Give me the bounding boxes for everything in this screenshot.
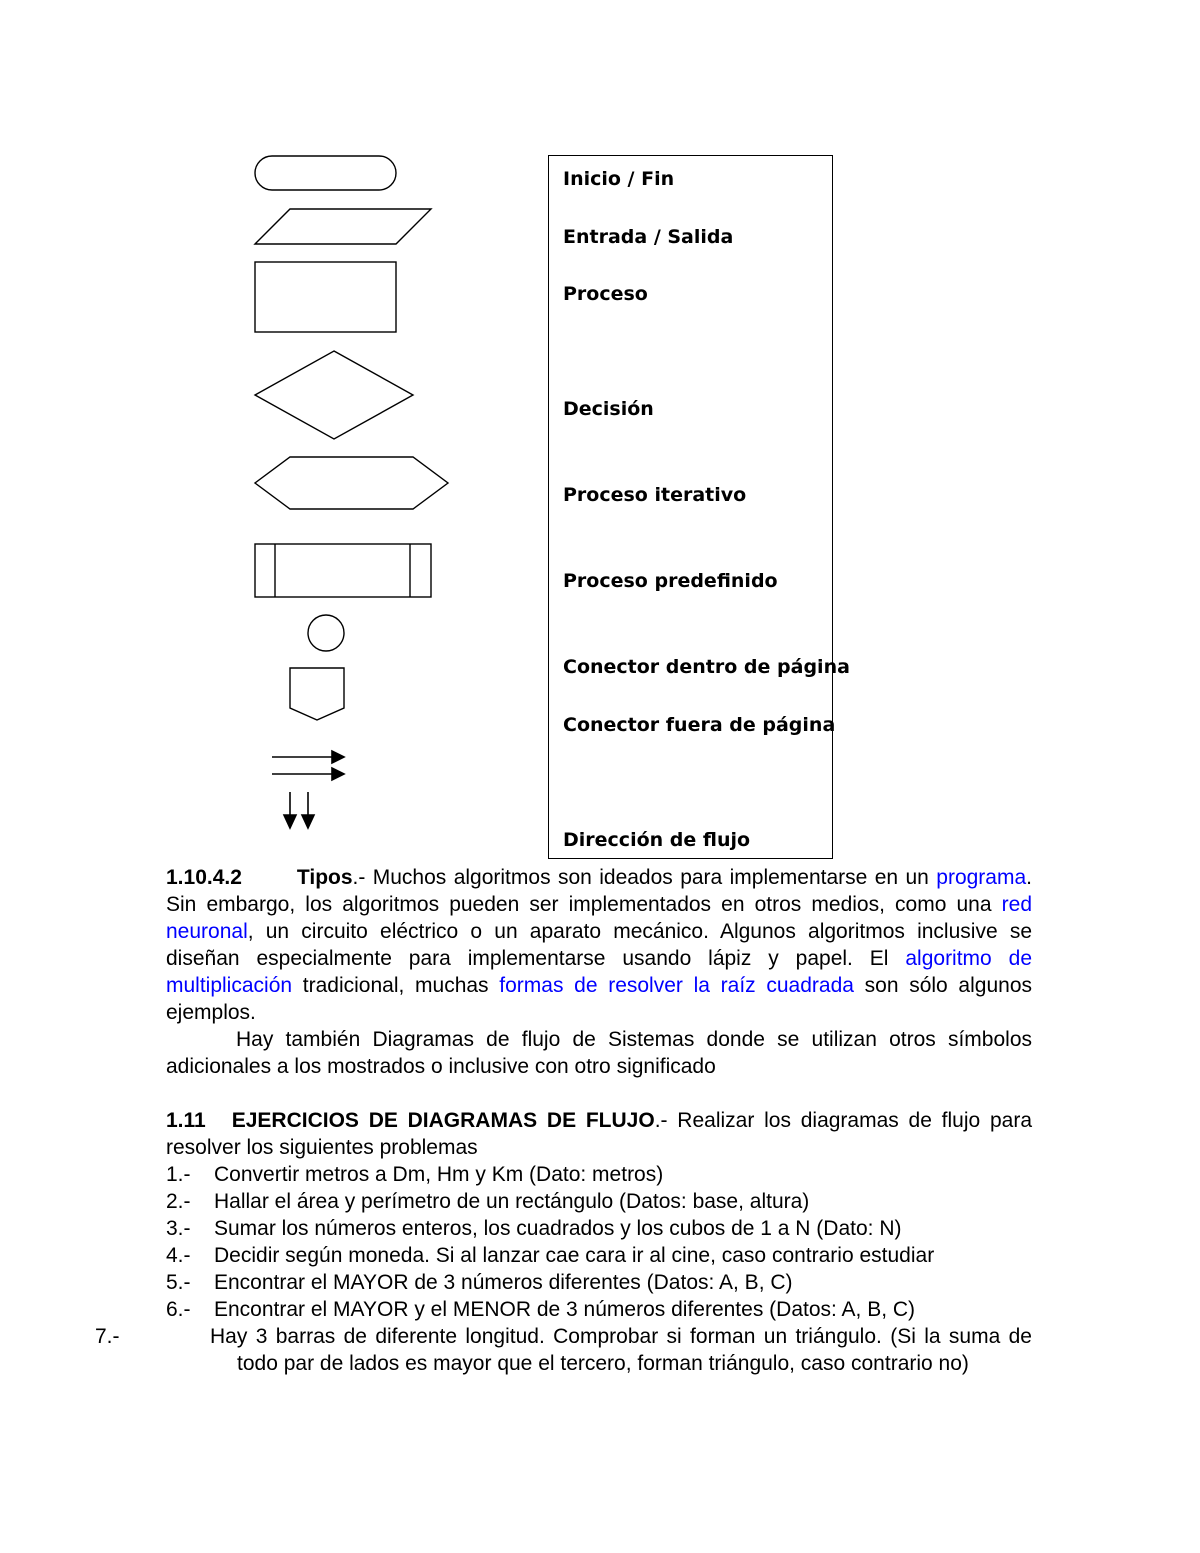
process-symbol — [255, 262, 396, 332]
exercise-text: Sumar los números enteros, los cuadrados y los cubos de 1 a N (Dato: N) — [214, 1217, 902, 1240]
exercise-number: 1.- — [166, 1163, 191, 1186]
tipos-paragraph-2: Hay también Diagramas de flujo de Sistemas donde se utilizan otros símbolos adicionales a los mostrados o inclusive con otro significado — [166, 1028, 1032, 1078]
exercise-text: Encontrar el MAYOR y el MENOR de 3 números diferentes (Datos: A, B, C) — [214, 1298, 916, 1321]
exercise-text: Hay 3 barras de diferente longitud. Comprobar si forman un triángulo. (Si la suma de todo par de lados es mayor que el tercero, forman triángulo, caso contrario no) — [210, 1325, 1032, 1375]
exercise-text: Convertir metros a Dm, Hm y Km (Dato: metros) — [214, 1163, 664, 1186]
input-output-symbol — [255, 209, 431, 244]
legend-label-decision: Decisión — [563, 398, 654, 420]
tipos-section-number: 1.10.4.2 — [166, 866, 242, 889]
exercise-number: 5.- — [166, 1271, 191, 1294]
exercise-number: 7.- — [95, 1325, 120, 1348]
legend-label-proceso: Proceso — [563, 283, 648, 305]
predefined-process-symbol — [255, 544, 431, 597]
exercise-item — [166, 1269, 1032, 1296]
exercise-number: 2.- — [166, 1190, 191, 1213]
exercise-number: 6.- — [166, 1298, 191, 1321]
tipos-text-3: , un circuito eléctrico o un aparato mecánico. Algunos algoritmos inclusive se diseñan especialmente para implementarse usando lápiz y papel. El — [166, 920, 1032, 970]
exercise-text: Decidir según moneda. Si al lanzar cae cara ir al cine, caso contrario estudiar — [214, 1244, 935, 1267]
ejercicios-intro-text: .- Realizar los diagramas de flujo para resolver los siguientes problemas — [166, 1109, 1033, 1159]
ejercicios-section-title: EJERCICIOS DE DIAGRAMAS DE FLUJO — [231, 1109, 655, 1132]
exercise-item — [166, 1296, 1032, 1323]
legend-label-entrada-salida: Entrada / Salida — [563, 226, 734, 248]
iterative-process-symbol — [255, 457, 448, 509]
tipos-text-2: . Sin embargo, los algoritmos pueden ser implementados en otros medios, como una — [166, 866, 1032, 916]
terminator-symbol — [255, 156, 396, 190]
tipos-paragraph — [166, 864, 1032, 1026]
link-raiz-cuadrada[interactable]: formas de resolver la raíz cuadrada — [499, 974, 854, 997]
link-algoritmo-multiplicacion[interactable]: algoritmo de multiplicación — [166, 947, 1032, 997]
tipos-text-1: .- Muchos algoritmos son ideados para implementarse en un — [352, 866, 937, 889]
tipos-text-4: tradicional, muchas — [292, 974, 500, 997]
exercise-text: Encontrar el MAYOR de 3 números diferentes (Datos: A, B, C) — [214, 1271, 793, 1294]
legend-box — [548, 155, 850, 859]
decision-symbol — [255, 351, 413, 439]
flow-direction-arrows — [272, 751, 344, 828]
legend-label-proceso-predefinido: Proceso predefinido — [563, 570, 778, 592]
legend-label-direccion-flujo: Dirección de flujo — [563, 829, 751, 851]
legend-label-inicio-fin: Inicio / Fin — [563, 168, 675, 190]
exercise-number: 4.- — [166, 1244, 191, 1267]
exercise-item — [166, 1161, 1032, 1188]
exercise-item — [166, 1215, 1032, 1242]
exercise-item — [166, 1242, 1032, 1269]
tipos-text-5: son sólo algunos ejemplos. — [166, 974, 1032, 1024]
off-page-connector-symbol — [290, 668, 344, 720]
link-programa[interactable]: programa — [936, 866, 1027, 889]
ejercicios-intro — [166, 1107, 1032, 1161]
tipos-section-title: Tipos — [296, 866, 353, 889]
ejercicios-section-number: 1.11 — [166, 1109, 206, 1132]
link-red-neuronal[interactable]: red neuronal — [166, 893, 1032, 943]
exercise-item — [95, 1323, 1032, 1377]
legend-label-conector-fuera: Conector fuera de página — [563, 714, 836, 736]
exercise-number: 3.- — [166, 1217, 191, 1240]
legend-label-proceso-iterativo: Proceso iterativo — [563, 484, 747, 506]
exercise-item — [166, 1188, 1032, 1215]
exercise-text: Hallar el área y perímetro de un rectángulo (Datos: base, altura) — [214, 1190, 810, 1213]
on-page-connector-symbol — [308, 615, 344, 651]
legend-label-conector-dentro: Conector dentro de página — [563, 656, 850, 678]
